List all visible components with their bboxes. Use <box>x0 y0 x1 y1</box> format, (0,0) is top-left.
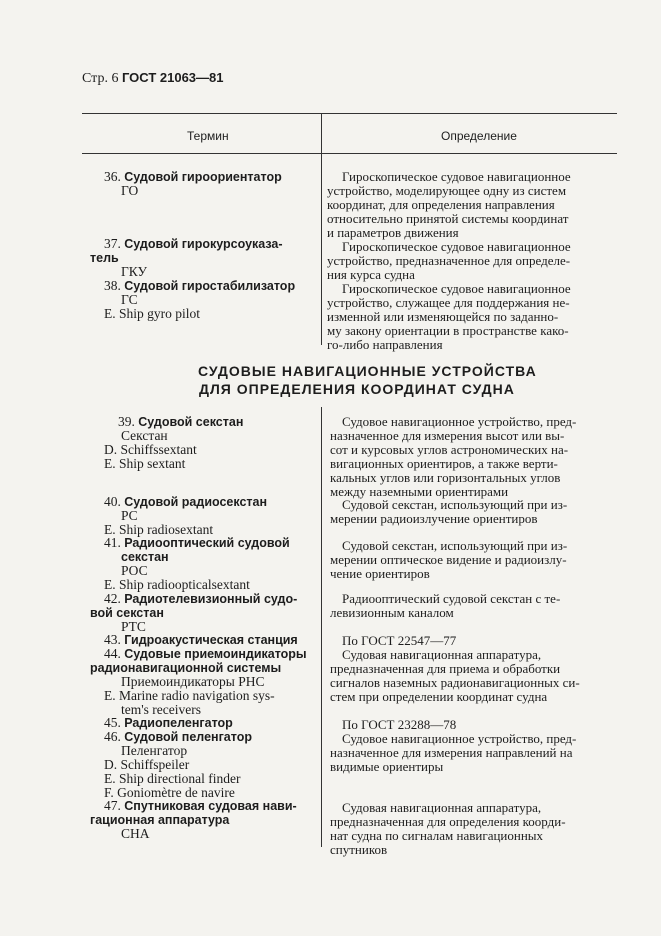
page-header <box>82 70 224 87</box>
term-synonym: Секстан <box>121 428 168 443</box>
term-synonym: Приемоиндикаторы РНС <box>121 674 265 689</box>
term-name: Судовой секстан <box>138 415 244 429</box>
term-name: Спутниковая судовая нави- <box>124 799 297 813</box>
term-english: E. Ship radiosextant <box>104 522 214 537</box>
table-top-rule <box>82 113 617 114</box>
column-header-definition: Определение <box>441 129 517 143</box>
term-abbr: РТС <box>121 619 146 634</box>
column-header-term: Термин <box>187 129 229 143</box>
section-title-line2: ДЛЯ ОПРЕДЕЛЕНИЯ КООРДИНАТ СУДНА <box>199 381 515 397</box>
term-synonym: Пеленгатор <box>121 743 188 758</box>
term-abbr: ГКУ <box>121 264 148 279</box>
term-name: Судовые приемоиндикаторы <box>124 647 307 661</box>
term-english: E. Marine radio navigation sys- <box>104 688 275 703</box>
term-german: D. Schiffspeiler <box>104 757 190 772</box>
term-name: Радиопеленгатор <box>124 716 233 730</box>
term-abbr: РС <box>121 508 138 523</box>
term-german: D. Schiffssextant <box>104 442 197 457</box>
term-name: Радиотелевизионный судо- <box>124 592 298 606</box>
column-divider-top <box>321 113 322 345</box>
term-english: E. Ship radioopticalsextant <box>104 577 250 592</box>
column-divider-bottom <box>321 407 322 847</box>
term-name: Судовой пеленгатор <box>124 730 252 744</box>
page-number: Стр. 6 <box>82 71 119 86</box>
term-name: Гидроакустическая станция <box>124 633 298 647</box>
term-english: E. Ship directional finder <box>104 771 241 786</box>
term-name: Судовой гирокурсоуказа- <box>124 237 283 251</box>
term-name: Судовой гироориентатор <box>124 170 282 184</box>
term-name: Судовой гиростабилизатор <box>124 279 296 293</box>
definition-45: По ГОСТ 23288—78 <box>342 717 457 732</box>
term-abbr: РОС <box>121 563 148 578</box>
section-title-line1: СУДОВЫЕ НАВИГАЦИОННЫЕ УСТРОЙСТВА <box>198 363 537 379</box>
term-english: E. Ship gyro pilot <box>104 306 201 321</box>
standard-number: ГОСТ 21063—81 <box>121 70 224 85</box>
term-abbr: СНА <box>121 826 150 841</box>
term-abbr: ГО <box>121 183 139 198</box>
term-name: Радиооптический судовой <box>124 536 290 550</box>
table-header-rule <box>82 153 617 154</box>
term-name: Судовой радиосекстан <box>124 495 268 509</box>
term-english: E. Ship sextant <box>104 456 186 471</box>
term-french: F. Goniomètre de navire <box>104 785 235 800</box>
term-abbr: ГС <box>121 292 138 307</box>
definition-43: По ГОСТ 22547—77 <box>342 633 457 648</box>
